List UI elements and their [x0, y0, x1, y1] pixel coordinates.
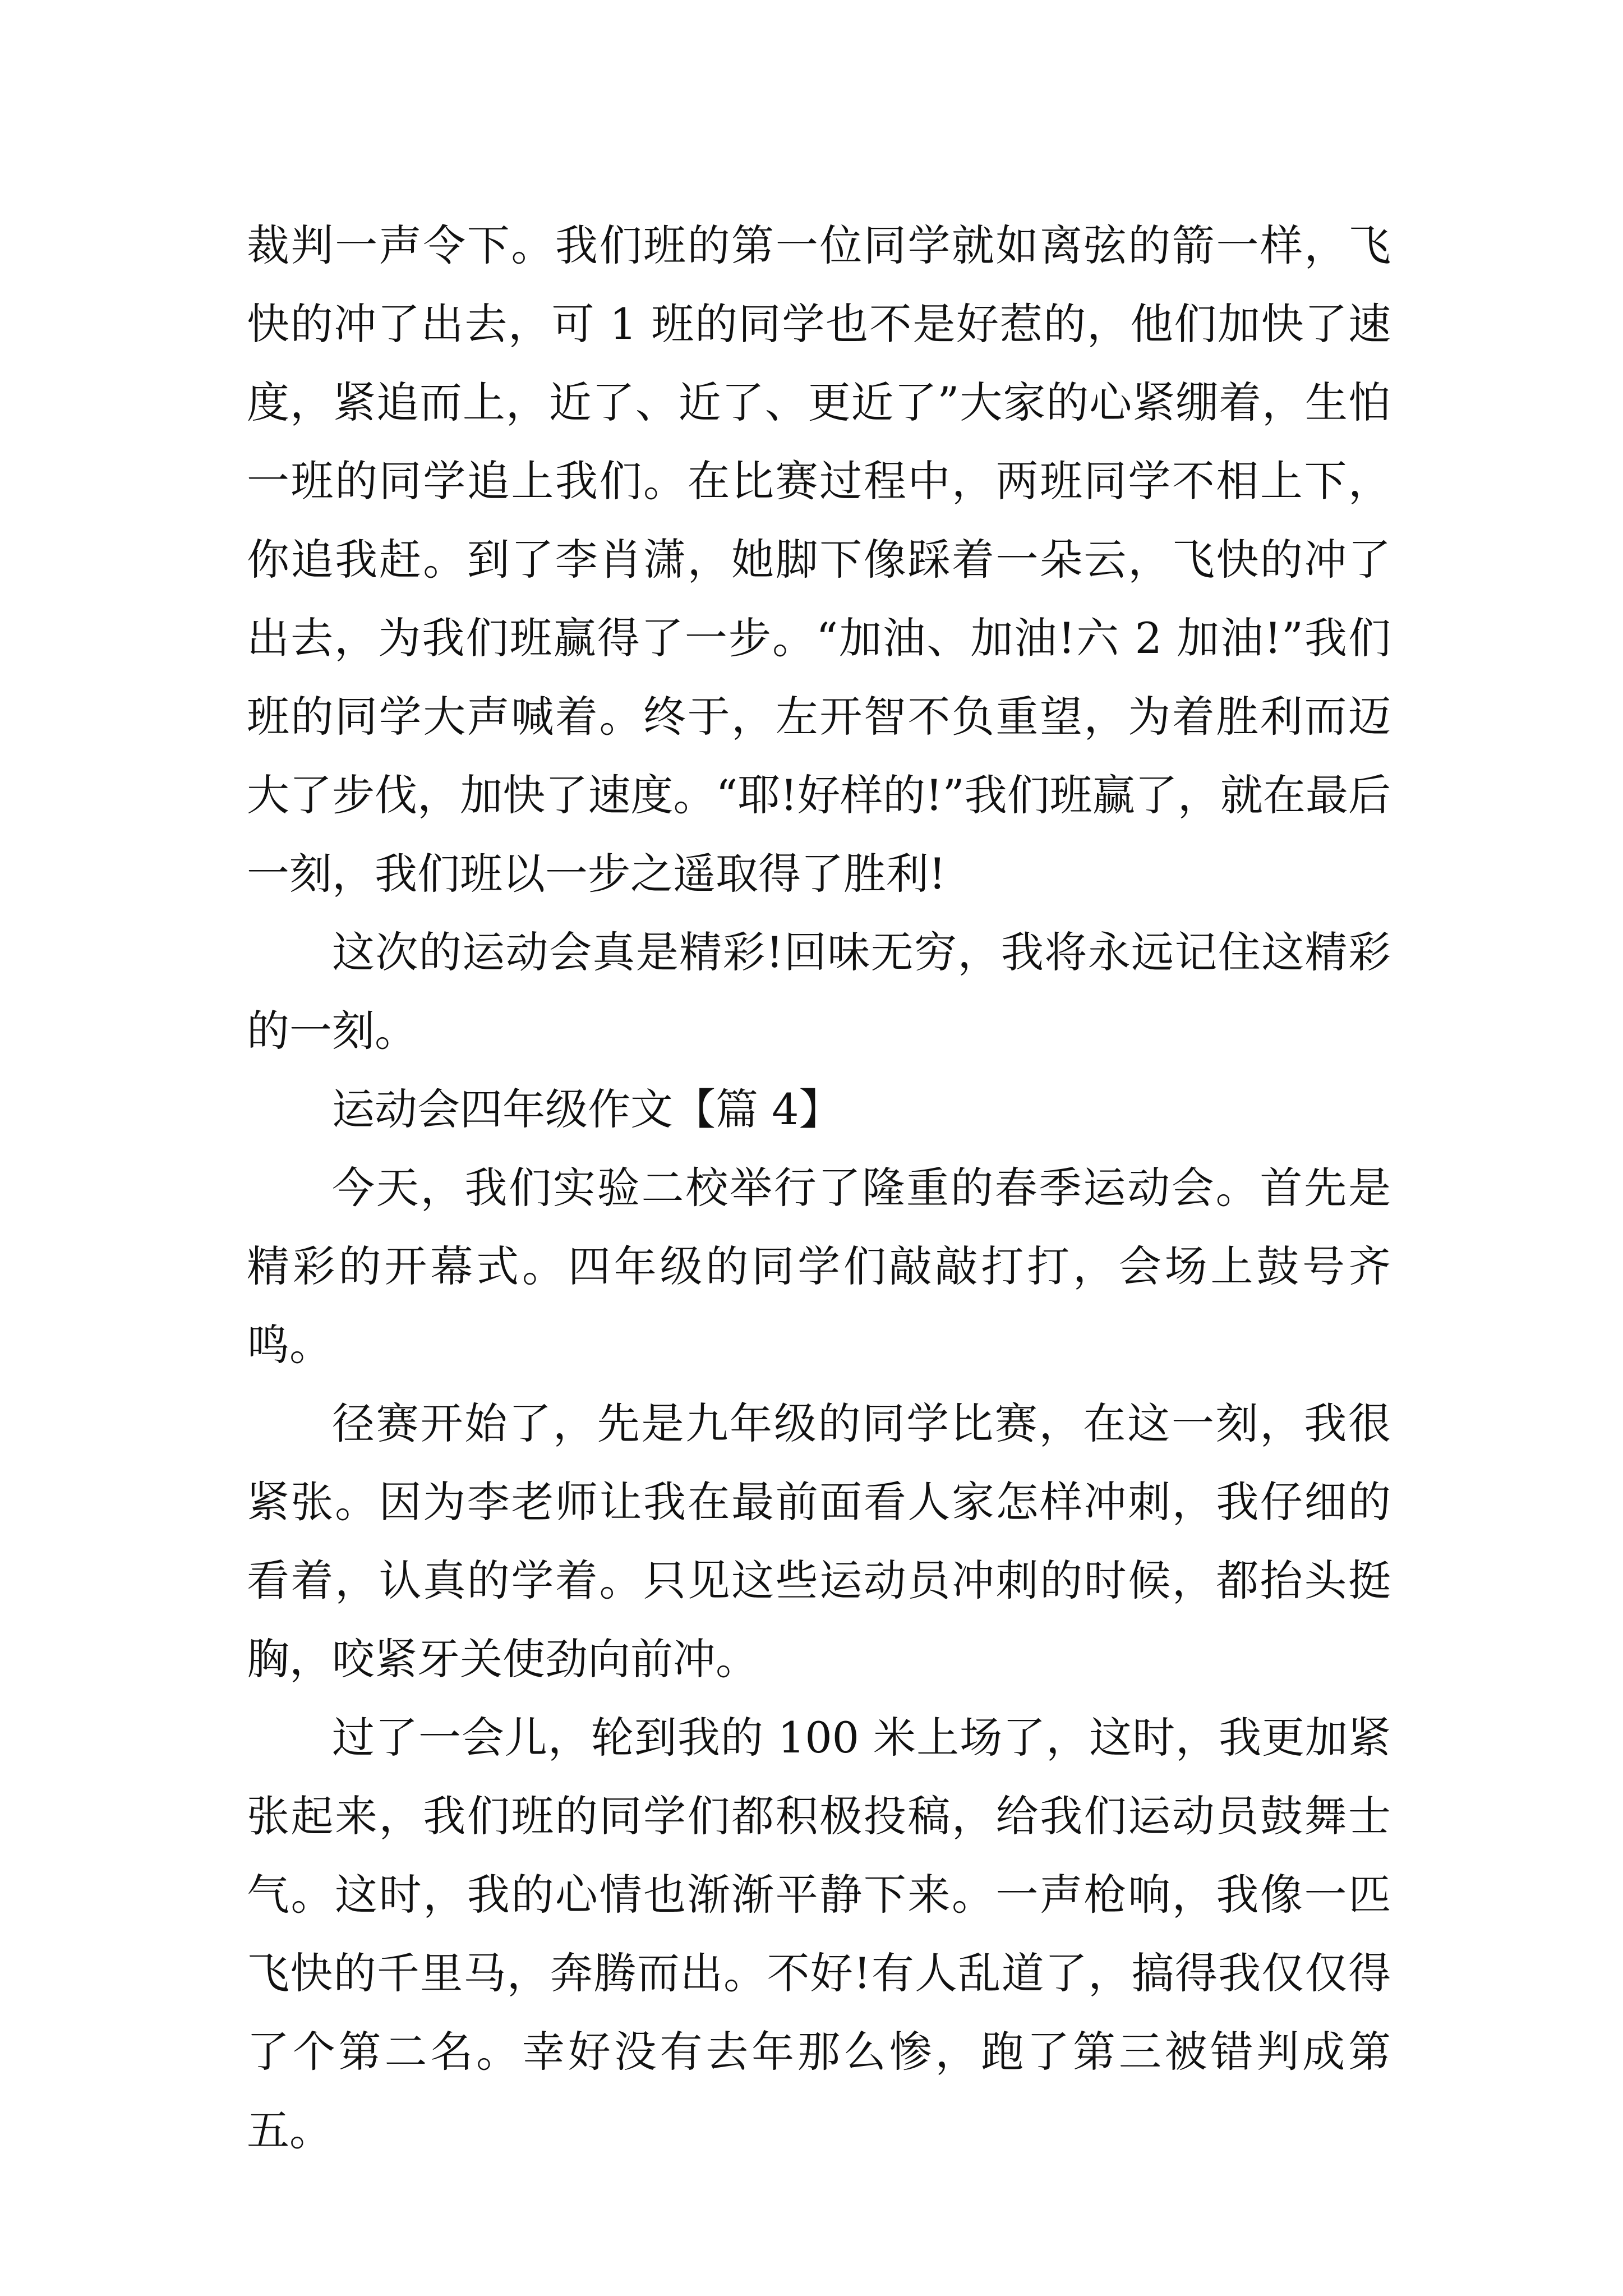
paragraph-3: 今天，我们实验二校举行了隆重的春季运动会。首先是精彩的开幕式。四年级的同学们敲敲打打，会场上鼓号齐鸣。 [247, 1163, 1391, 1370]
document-body [247, 206, 1391, 2170]
paragraph-1: 裁判一声令下。我们班的第一位同学就如离弦的箭一样，飞快的冲了出去，可 1 班的同学也不是好惹的，他们加快了速度，紧追而上，近了、近了、更近了”大家的心紧绷着，生怕一班的同学追上我们。在比赛过程中，两班同学不相上下，你追我赶。到了李肖潇，她脚下像踩着一朵云，飞快的冲了出去，为我们班赢得了一步。“加油、加油!六 2 加油!”我们班的同学大声喊着。终于，左开智不负重望，为着胜利而迈大了步伐，加快了速度。“耶!好样的!”我们班赢了，就在最后一刻，我们班以一步之遥取得了胜利! [247, 220, 1391, 899]
paragraph-2: 这次的运动会真是精彩!回味无穷，我将永远记住这精彩的一刻。 [247, 927, 1391, 1056]
section-heading: 运动会四年级作文【篇 4】 [332, 1084, 842, 1134]
paragraph-4: 径赛开始了，先是九年级的同学比赛，在这一刻，我很紧张。因为李老师让我在最前面看人家怎样冲刺，我仔细的看着，认真的学着。只见这些运动员冲刺的时候，都抬头挺胸，咬紧牙关使劲向前冲。 [247, 1398, 1391, 1684]
paragraph-5: 过了一会儿，轮到我的 100 米上场了，这时，我更加紧张起来，我们班的同学们都积极投稿，给我们运动员鼓舞士气。这时，我的心情也渐渐平静下来。一声枪响，我像一匹飞快的千里马，奔腾而出。不好!有人乱道了，搞得我仅仅得了个第二名。幸好没有去年那么惨，跑了第三被错判成第五。 [247, 1713, 1391, 2155]
